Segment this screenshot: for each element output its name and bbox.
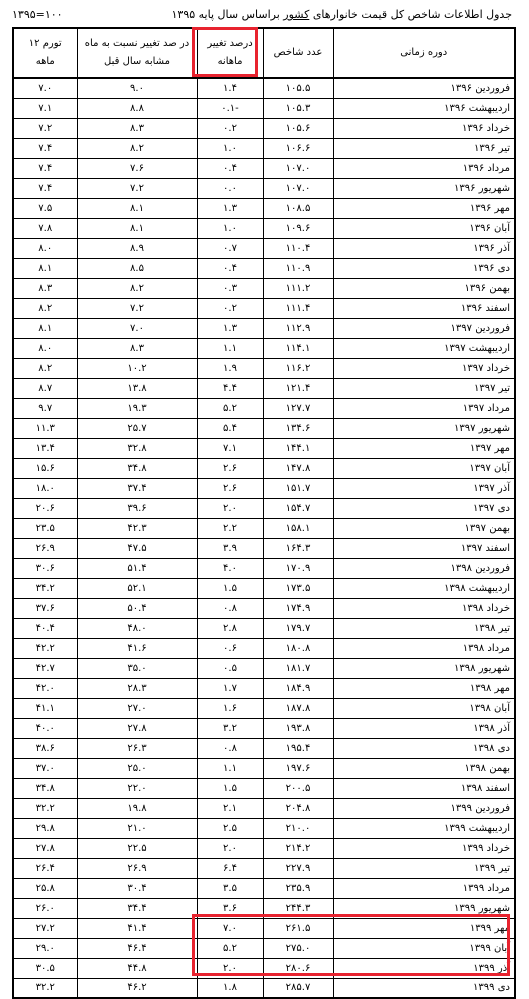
cell-period: دی ۱۳۹۷ [333, 498, 515, 518]
cell-index: ۱۱۱.۲ [263, 278, 333, 298]
cell-yoy-change: ۲۶.۹ [77, 858, 197, 878]
cell-index: ۲۰۰.۵ [263, 778, 333, 798]
cell-12-month-inflation: ۲۰.۶ [13, 498, 77, 518]
cell-12-month-inflation: ۷.۲ [13, 118, 77, 138]
cell-12-month-inflation: ۷.۴ [13, 158, 77, 178]
table-row [13, 898, 515, 918]
cell-monthly-change: ۳.۲ [197, 718, 263, 738]
cell-yoy-change: ۲۶.۳ [77, 738, 197, 758]
cell-12-month-inflation: ۳۰.۵ [13, 958, 77, 978]
cell-monthly-change: ۲.۸ [197, 618, 263, 638]
cell-12-month-inflation: ۳۸.۶ [13, 738, 77, 758]
cell-monthly-change: ۲.۵ [197, 818, 263, 838]
table-row [13, 878, 515, 898]
cell-12-month-inflation: ۴۰.۴ [13, 618, 77, 638]
cell-12-month-inflation: ۴۲.۰ [13, 678, 77, 698]
cell-12-month-inflation: ۲۶.۹ [13, 538, 77, 558]
cell-index: ۱۱۱.۴ [263, 298, 333, 318]
table-row [13, 218, 515, 238]
cell-yoy-change: ۳۲.۸ [77, 438, 197, 458]
cell-yoy-change: ۱۹.۸ [77, 798, 197, 818]
cell-index: ۱۴۴.۱ [263, 438, 333, 458]
cell-period: فروردین ۱۳۹۶ [333, 78, 515, 98]
cell-12-month-inflation: ۳۰.۶ [13, 558, 77, 578]
cell-yoy-change: ۱۳.۸ [77, 378, 197, 398]
cell-12-month-inflation: ۸.۲ [13, 298, 77, 318]
table-row [13, 798, 515, 818]
cell-index: ۱۰۶.۶ [263, 138, 333, 158]
cell-yoy-change: ۸.۱ [77, 198, 197, 218]
table-row [13, 818, 515, 838]
cell-12-month-inflation: ۸.۳ [13, 278, 77, 298]
cell-index: ۱۹۳.۸ [263, 718, 333, 738]
cell-period: خرداد ۱۳۹۹ [333, 838, 515, 858]
cell-index: ۱۷۹.۷ [263, 618, 333, 638]
cell-yoy-change: ۷.۶ [77, 158, 197, 178]
cell-index: ۲۲۷.۹ [263, 858, 333, 878]
cell-monthly-change: ۱.۰ [197, 218, 263, 238]
cell-monthly-change: ۱.۱ [197, 758, 263, 778]
table-row [13, 178, 515, 198]
cell-12-month-inflation: ۷.۴ [13, 138, 77, 158]
cell-index: ۱۰۵.۵ [263, 78, 333, 98]
cell-index: ۱۸۰.۸ [263, 638, 333, 658]
cell-yoy-change: ۱۰.۲ [77, 358, 197, 378]
table-row [13, 198, 515, 218]
header-index: عدد شاخص [263, 28, 333, 78]
cell-yoy-change: ۱۹.۳ [77, 398, 197, 418]
cell-monthly-change: -۰.۱ [197, 98, 263, 118]
title-prefix: جدول اطلاعات شاخص کل قیمت خانوارهای [312, 8, 512, 21]
cell-index: ۲۱۰.۰ [263, 818, 333, 838]
cell-index: ۲۳۵.۹ [263, 878, 333, 898]
cell-period: بهمن ۱۳۹۷ [333, 518, 515, 538]
cell-index: ۱۱۲.۹ [263, 318, 333, 338]
cell-12-month-inflation: ۷.۸ [13, 218, 77, 238]
cell-12-month-inflation: ۱۸.۰ [13, 478, 77, 498]
cell-yoy-change: ۴۱.۴ [77, 918, 197, 938]
cell-yoy-change: ۲۲.۰ [77, 778, 197, 798]
cell-period: مهر ۱۳۹۸ [333, 678, 515, 698]
cell-monthly-change: ۰.۶ [197, 638, 263, 658]
title-suffix: براساس سال پایه ۱۳۹۵ [171, 8, 280, 21]
cell-index: ۲۴۴.۳ [263, 898, 333, 918]
cell-period: اسفند ۱۳۹۶ [333, 298, 515, 318]
cell-index: ۱۸۱.۷ [263, 658, 333, 678]
cell-index: ۲۸۰.۶ [263, 958, 333, 978]
cell-monthly-change: ۲.۰ [197, 498, 263, 518]
cell-12-month-inflation: ۷.۱ [13, 98, 77, 118]
table-row [13, 838, 515, 858]
cell-monthly-change: ۰.۸ [197, 738, 263, 758]
cell-period: اردیبهشت ۱۳۹۹ [333, 818, 515, 838]
cell-yoy-change: ۷.۲ [77, 178, 197, 198]
title-underlined-word: کشور [283, 8, 310, 21]
cell-yoy-change: ۸.۹ [77, 238, 197, 258]
cell-period: تیر ۱۳۹۹ [333, 858, 515, 878]
cell-period: مرداد ۱۳۹۸ [333, 638, 515, 658]
cell-index: ۱۰۷.۰ [263, 178, 333, 198]
cell-period: تیر ۱۳۹۸ [333, 618, 515, 638]
table-row [13, 578, 515, 598]
cell-12-month-inflation: ۷.۵ [13, 198, 77, 218]
cell-period: آذر ۱۳۹۹ [333, 958, 515, 978]
cell-index: ۲۶۱.۵ [263, 918, 333, 938]
cell-period: شهریور ۱۳۹۷ [333, 418, 515, 438]
table-row [13, 698, 515, 718]
cell-monthly-change: ۱.۵ [197, 578, 263, 598]
cell-yoy-change: ۲۱.۰ [77, 818, 197, 838]
cell-yoy-change: ۳۰.۴ [77, 878, 197, 898]
cell-period: فروردین ۱۳۹۸ [333, 558, 515, 578]
cell-monthly-change: ۲.۲ [197, 518, 263, 538]
table-row [13, 518, 515, 538]
table-row [13, 938, 515, 958]
cell-12-month-inflation: ۲۷.۸ [13, 838, 77, 858]
table-row [13, 278, 515, 298]
header-yoy-change: در صد تغییر نسبت به ماه مشابه سال قبل [77, 28, 197, 78]
table-row [13, 958, 515, 978]
cell-period: مهر ۱۳۹۹ [333, 918, 515, 938]
cell-period: تیر ۱۳۹۷ [333, 378, 515, 398]
cell-index: ۱۷۳.۵ [263, 578, 333, 598]
header-row [13, 28, 515, 78]
cell-12-month-inflation: ۱۱.۳ [13, 418, 77, 438]
table-row [13, 418, 515, 438]
cell-period: دی ۱۳۹۸ [333, 738, 515, 758]
cell-period: دی ۱۳۹۹ [333, 978, 515, 998]
cell-monthly-change: ۲.۰ [197, 838, 263, 858]
table-row [13, 658, 515, 678]
cell-monthly-change: ۱.۸ [197, 978, 263, 998]
cell-index: ۲۰۴.۸ [263, 798, 333, 818]
cell-index: ۱۴۷.۸ [263, 458, 333, 478]
cell-index: ۱۰۵.۶ [263, 118, 333, 138]
cell-index: ۱۲۱.۴ [263, 378, 333, 398]
cell-period: مرداد ۱۳۹۶ [333, 158, 515, 178]
cell-12-month-inflation: ۸.۰ [13, 338, 77, 358]
table-row [13, 918, 515, 938]
cell-monthly-change: ۰.۴ [197, 258, 263, 278]
cell-yoy-change: ۲۵.۷ [77, 418, 197, 438]
table-row [13, 438, 515, 458]
cell-yoy-change: ۳۵.۰ [77, 658, 197, 678]
table-row [13, 78, 515, 98]
cell-12-month-inflation: ۲۵.۸ [13, 878, 77, 898]
cell-index: ۲۸۵.۷ [263, 978, 333, 998]
cell-12-month-inflation: ۳۲.۲ [13, 978, 77, 998]
cell-12-month-inflation: ۲۹.۰ [13, 938, 77, 958]
cell-index: ۱۷۰.۹ [263, 558, 333, 578]
table-row [13, 718, 515, 738]
cell-yoy-change: ۳۴.۴ [77, 898, 197, 918]
cell-monthly-change: ۰.۴ [197, 158, 263, 178]
cell-index: ۱۶۴.۳ [263, 538, 333, 558]
cell-12-month-inflation: ۳۲.۲ [13, 798, 77, 818]
cell-12-month-inflation: ۹.۷ [13, 398, 77, 418]
cell-index: ۱۰۵.۳ [263, 98, 333, 118]
cell-yoy-change: ۳۹.۶ [77, 498, 197, 518]
cell-period: آبان ۱۳۹۶ [333, 218, 515, 238]
cell-period: مهر ۱۳۹۶ [333, 198, 515, 218]
cell-index: ۱۵۴.۷ [263, 498, 333, 518]
cell-monthly-change: ۱.۷ [197, 678, 263, 698]
cell-monthly-change: ۱.۶ [197, 698, 263, 718]
cell-period: اردیبهشت ۱۳۹۸ [333, 578, 515, 598]
cell-yoy-change: ۵۰.۴ [77, 598, 197, 618]
cell-index: ۱۵۸.۱ [263, 518, 333, 538]
cell-yoy-change: ۴۸.۰ [77, 618, 197, 638]
cell-yoy-change: ۸.۸ [77, 98, 197, 118]
cell-yoy-change: ۸.۱ [77, 218, 197, 238]
cell-monthly-change: ۱.۳ [197, 318, 263, 338]
cell-period: اسفند ۱۳۹۸ [333, 778, 515, 798]
cell-index: ۱۷۴.۹ [263, 598, 333, 618]
cell-yoy-change: ۸.۲ [77, 138, 197, 158]
cell-index: ۱۵۱.۷ [263, 478, 333, 498]
cell-period: خرداد ۱۳۹۷ [333, 358, 515, 378]
cell-period: دی ۱۳۹۶ [333, 258, 515, 278]
cell-12-month-inflation: ۲۶.۴ [13, 858, 77, 878]
table-row [13, 258, 515, 278]
price-index-table [12, 27, 516, 999]
table-row [13, 558, 515, 578]
cell-monthly-change: ۶.۴ [197, 858, 263, 878]
cell-12-month-inflation: ۷.۴ [13, 178, 77, 198]
table-row [13, 338, 515, 358]
cell-period: فروردین ۱۳۹۹ [333, 798, 515, 818]
cell-12-month-inflation: ۷.۰ [13, 78, 77, 98]
cell-yoy-change: ۲۵.۰ [77, 758, 197, 778]
cell-yoy-change: ۷.۰ [77, 318, 197, 338]
table-row [13, 298, 515, 318]
cell-index: ۱۲۷.۷ [263, 398, 333, 418]
cell-index: ۱۱۶.۲ [263, 358, 333, 378]
cell-12-month-inflation: ۸.۱ [13, 318, 77, 338]
cell-12-month-inflation: ۳۷.۰ [13, 758, 77, 778]
cell-yoy-change: ۵۲.۱ [77, 578, 197, 598]
table-row [13, 738, 515, 758]
table-row [13, 638, 515, 658]
cell-yoy-change: ۳۴.۸ [77, 458, 197, 478]
cell-12-month-inflation: ۸.۷ [13, 378, 77, 398]
cell-index: ۱۰۹.۶ [263, 218, 333, 238]
cell-12-month-inflation: ۴۰.۰ [13, 718, 77, 738]
cell-period: اردیبهشت ۱۳۹۶ [333, 98, 515, 118]
cell-monthly-change: ۲.۰ [197, 958, 263, 978]
table-title [172, 8, 512, 21]
cell-monthly-change: ۳.۹ [197, 538, 263, 558]
cell-index: ۱۳۴.۶ [263, 418, 333, 438]
cell-index: ۱۱۰.۴ [263, 238, 333, 258]
table-row [13, 378, 515, 398]
cell-yoy-change: ۴۶.۴ [77, 938, 197, 958]
table-row [13, 138, 515, 158]
cell-yoy-change: ۴۴.۸ [77, 958, 197, 978]
cell-12-month-inflation: ۸.۱ [13, 258, 77, 278]
cell-monthly-change: ۱.۱ [197, 338, 263, 358]
cell-index: ۲۱۴.۲ [263, 838, 333, 858]
cell-yoy-change: ۴۷.۵ [77, 538, 197, 558]
table-row [13, 778, 515, 798]
cell-yoy-change: ۸.۳ [77, 118, 197, 138]
cell-period: خرداد ۱۳۹۸ [333, 598, 515, 618]
cell-period: اردیبهشت ۱۳۹۷ [333, 338, 515, 358]
header-monthly-change: درصد تغییر ماهانه [197, 28, 263, 78]
cell-yoy-change: ۸.۲ [77, 278, 197, 298]
table-body [13, 78, 515, 998]
cell-index: ۱۱۰.۹ [263, 258, 333, 278]
cell-12-month-inflation: ۲۳.۵ [13, 518, 77, 538]
cell-yoy-change: ۵۱.۴ [77, 558, 197, 578]
table-row [13, 318, 515, 338]
cell-monthly-change: ۳.۶ [197, 898, 263, 918]
cell-monthly-change: ۴.۴ [197, 378, 263, 398]
cell-12-month-inflation: ۱۵.۶ [13, 458, 77, 478]
cell-monthly-change: ۰.۷ [197, 238, 263, 258]
table-row [13, 498, 515, 518]
cell-yoy-change: ۲۷.۸ [77, 718, 197, 738]
cell-yoy-change: ۲۷.۰ [77, 698, 197, 718]
cell-monthly-change: ۲.۶ [197, 478, 263, 498]
cell-monthly-change: ۰.۲ [197, 118, 263, 138]
cell-period: فروردین ۱۳۹۷ [333, 318, 515, 338]
cell-monthly-change: ۱.۰ [197, 138, 263, 158]
table-title-row [12, 4, 512, 26]
table-row [13, 158, 515, 178]
cell-12-month-inflation: ۸.۰ [13, 238, 77, 258]
cell-index: ۲۷۵.۰ [263, 938, 333, 958]
cell-12-month-inflation: ۴۲.۷ [13, 658, 77, 678]
cell-monthly-change: ۲.۶ [197, 458, 263, 478]
cell-period: آبان ۱۳۹۸ [333, 698, 515, 718]
table-row [13, 858, 515, 878]
cell-period: مرداد ۱۳۹۹ [333, 878, 515, 898]
cell-monthly-change: ۰.۵ [197, 658, 263, 678]
cell-yoy-change: ۸.۳ [77, 338, 197, 358]
cell-monthly-change: ۱.۳ [197, 198, 263, 218]
cell-monthly-change: ۵.۲ [197, 398, 263, 418]
cell-yoy-change: ۷.۲ [77, 298, 197, 318]
table-row [13, 458, 515, 478]
cell-monthly-change: ۰.۰ [197, 178, 263, 198]
header-period: دوره زمانی [333, 28, 515, 78]
cell-monthly-change: ۴.۰ [197, 558, 263, 578]
cell-period: اسفند ۱۳۹۷ [333, 538, 515, 558]
cell-index: ۱۹۵.۴ [263, 738, 333, 758]
cell-12-month-inflation: ۸.۲ [13, 358, 77, 378]
cell-monthly-change: ۲.۱ [197, 798, 263, 818]
cell-period: تیر ۱۳۹۶ [333, 138, 515, 158]
cell-period: بهمن ۱۳۹۸ [333, 758, 515, 778]
table-row [13, 598, 515, 618]
table-row [13, 678, 515, 698]
header-12-month-inflation: تورم ۱۲ ماهه [13, 28, 77, 78]
cell-monthly-change: ۰.۲ [197, 298, 263, 318]
cell-yoy-change: ۲۲.۵ [77, 838, 197, 858]
cell-monthly-change: ۱.۴ [197, 78, 263, 98]
cell-12-month-inflation: ۲۶.۰ [13, 898, 77, 918]
table-row [13, 618, 515, 638]
cell-period: شهریور ۱۳۹۹ [333, 898, 515, 918]
cell-index: ۱۸۴.۹ [263, 678, 333, 698]
cell-period: خرداد ۱۳۹۶ [333, 118, 515, 138]
cell-12-month-inflation: ۳۴.۲ [13, 578, 77, 598]
cell-monthly-change: ۱.۵ [197, 778, 263, 798]
table-row [13, 978, 515, 998]
table-row [13, 238, 515, 258]
cell-yoy-change: ۸.۵ [77, 258, 197, 278]
cell-12-month-inflation: ۲۹.۸ [13, 818, 77, 838]
cell-monthly-change: ۰.۸ [197, 598, 263, 618]
cell-period: آبان ۱۳۹۹ [333, 938, 515, 958]
cell-index: ۱۱۴.۱ [263, 338, 333, 358]
cell-yoy-change: ۳۷.۴ [77, 478, 197, 498]
cell-yoy-change: ۴۶.۲ [77, 978, 197, 998]
cell-monthly-change: ۳.۵ [197, 878, 263, 898]
cell-period: آذر ۱۳۹۷ [333, 478, 515, 498]
cell-period: شهریور ۱۳۹۶ [333, 178, 515, 198]
cell-index: ۱۰۸.۵ [263, 198, 333, 218]
cell-period: شهریور ۱۳۹۸ [333, 658, 515, 678]
cell-period: آذر ۱۳۹۸ [333, 718, 515, 738]
cell-12-month-inflation: ۳۴.۸ [13, 778, 77, 798]
cell-period: مهر ۱۳۹۷ [333, 438, 515, 458]
cell-12-month-inflation: ۴۲.۲ [13, 638, 77, 658]
cell-index: ۱۸۷.۸ [263, 698, 333, 718]
table-row [13, 358, 515, 378]
table-row [13, 538, 515, 558]
cell-12-month-inflation: ۴۱.۱ [13, 698, 77, 718]
table-row [13, 118, 515, 138]
cell-12-month-inflation: ۱۳.۴ [13, 438, 77, 458]
cell-yoy-change: ۹.۰ [77, 78, 197, 98]
cell-monthly-change: ۷.۱ [197, 438, 263, 458]
table-row [13, 478, 515, 498]
base-year-note: ۱۳۹۵=۱۰۰ [12, 8, 63, 21]
cell-index: ۱۰۷.۰ [263, 158, 333, 178]
cell-12-month-inflation: ۲۷.۲ [13, 918, 77, 938]
table-row [13, 758, 515, 778]
cell-index: ۱۹۷.۶ [263, 758, 333, 778]
cell-monthly-change: ۷.۰ [197, 918, 263, 938]
cell-monthly-change: ۱.۹ [197, 358, 263, 378]
cell-period: مرداد ۱۳۹۷ [333, 398, 515, 418]
table-row [13, 398, 515, 418]
cell-monthly-change: ۵.۴ [197, 418, 263, 438]
cell-period: آبان ۱۳۹۷ [333, 458, 515, 478]
cell-period: آذر ۱۳۹۶ [333, 238, 515, 258]
table-row [13, 98, 515, 118]
cell-monthly-change: ۰.۳ [197, 278, 263, 298]
cell-period: بهمن ۱۳۹۶ [333, 278, 515, 298]
cell-yoy-change: ۲۸.۳ [77, 678, 197, 698]
cell-yoy-change: ۴۱.۶ [77, 638, 197, 658]
cell-monthly-change: ۵.۲ [197, 938, 263, 958]
cell-yoy-change: ۴۲.۳ [77, 518, 197, 538]
cell-12-month-inflation: ۳۷.۶ [13, 598, 77, 618]
